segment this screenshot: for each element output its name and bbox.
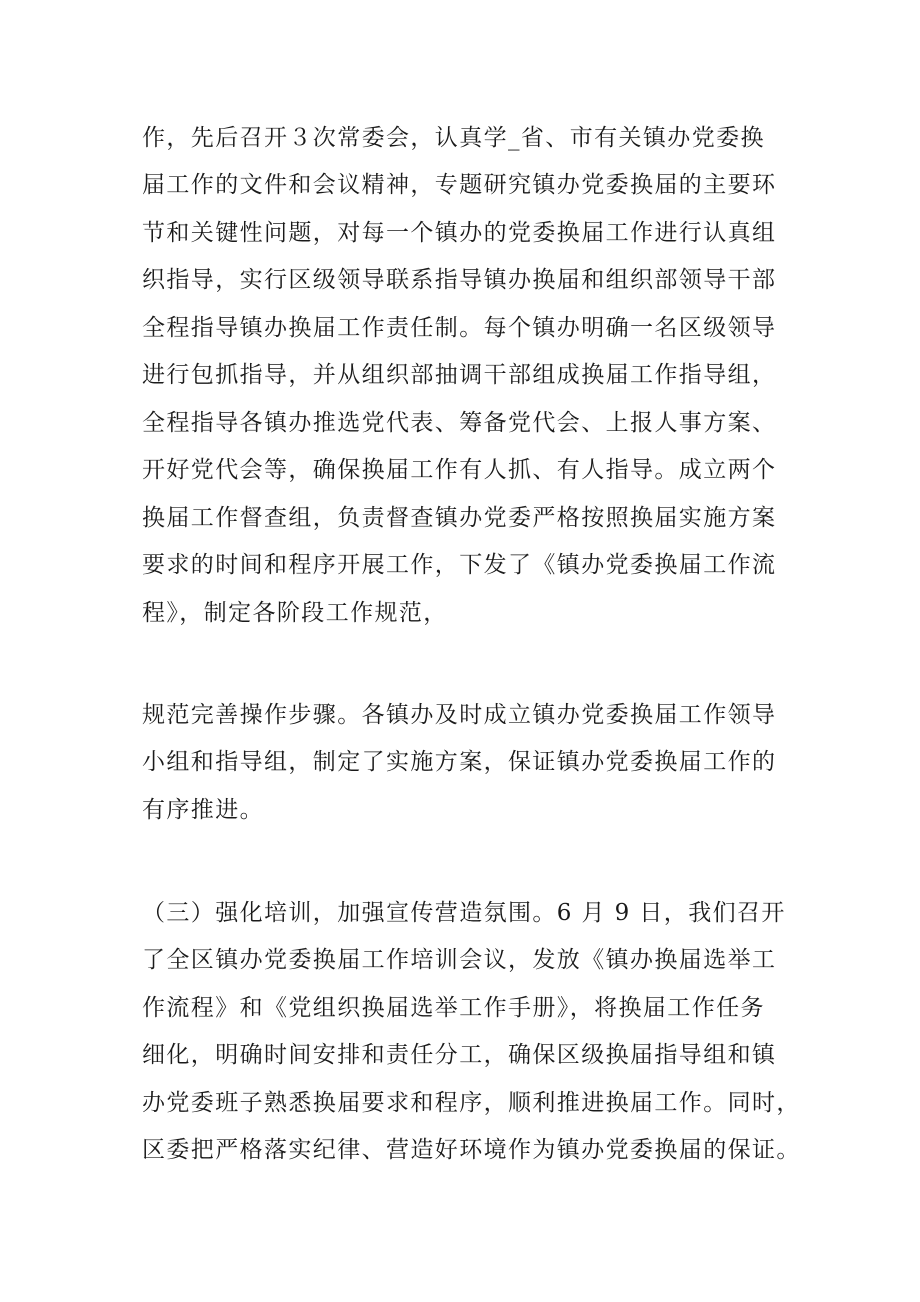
text-line: 全程指导各镇办推选党代表、筹备党代会、上报人事方案、 — [142, 410, 777, 436]
text-line: 作流程》和《党组织换届选举工作手册》，将换届工作任务 — [142, 995, 765, 1021]
text-line: 区委把严格落实纪律、营造好环境作为镇办党委换届的保证。 — [142, 1137, 801, 1163]
text-line: 进行包抓指导，并从组织部抽调干部组成换届工作指导组， — [142, 362, 777, 388]
text-line: 规范完善操作步骤。各镇办及时成立镇办党委换届工作领导 — [142, 702, 777, 728]
text-line: 节和关键性问题，对每一个镇办的党委换届工作进行认真组 — [142, 220, 777, 246]
text-line: 了全区镇办党委换届工作培训会议，发放《镇办换届选举工 — [142, 947, 777, 973]
text-line: 程》，制定各阶段工作规范， — [142, 600, 448, 626]
text-line: 全程指导镇办换届工作责任制。每个镇办明确一名区级领导 — [142, 315, 777, 341]
text-line: 要求的时间和程序开展工作，下发了《镇办党委换届工作流 — [142, 552, 777, 578]
text-line: 作，先后召开３次常委会，认真学_省、市有关镇办党委换 — [142, 125, 765, 151]
text-line: （三）强化培训，加强宣传营造氛围。6 月 9 日，我们召开 — [142, 900, 786, 926]
text-line: 织指导，实行区级领导联系指导镇办换届和组织部领导干部 — [142, 267, 777, 293]
text-line: 换届工作督查组，负责督查镇办党委严格按照换届实施方案 — [142, 505, 777, 531]
text-line: 有序推进。 — [142, 797, 264, 823]
text-line: 届工作的文件和会议精神，专题研究镇办党委换届的主要环 — [142, 172, 777, 198]
text-line: 小组和指导组，制定了实施方案，保证镇办党委换届工作的 — [142, 749, 777, 775]
text-line: 办党委班子熟悉换届要求和程序，顺利推进换届工作。同时， — [142, 1090, 801, 1116]
text-line: 细化，明确时间安排和责任分工，确保区级换届指导组和镇 — [142, 1042, 777, 1068]
text-line: 开好党代会等，确保换届工作有人抓、有人指导。成立两个 — [142, 457, 777, 483]
